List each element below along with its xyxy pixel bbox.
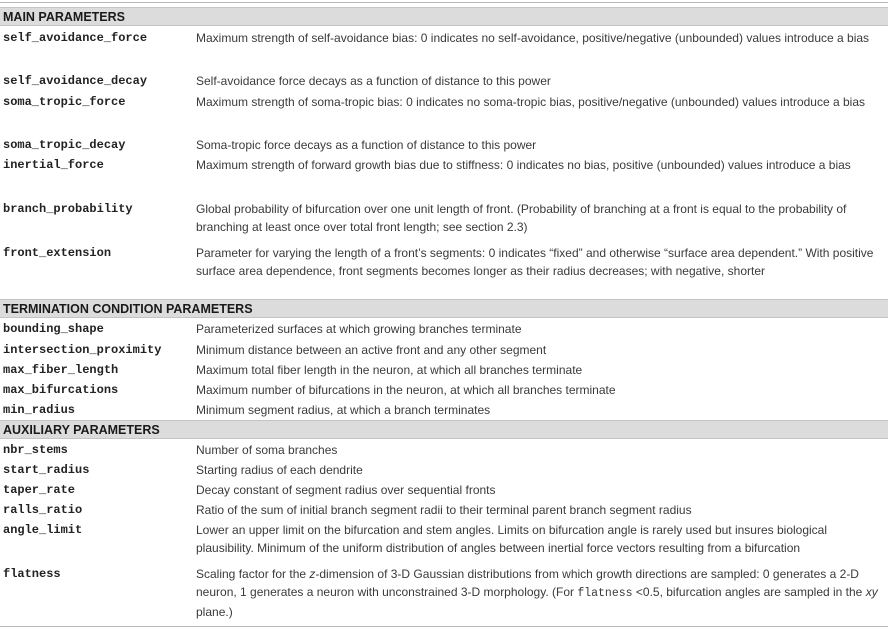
- param-name: nbr_stems: [3, 443, 68, 457]
- param-description: Number of soma branches: [196, 443, 338, 457]
- param-description: Maximum strength of self-avoidance bias: 0 indicates no self-avoidance, positive/negative (unbounded) values introduce a bias: [196, 31, 870, 45]
- desc-italic-z: z: [309, 567, 316, 581]
- table-top-rule: [0, 2, 888, 3]
- param-name: taper_rate: [3, 483, 76, 497]
- section-header-termination: TERMINATION CONDITION PARAMETERS: [0, 299, 888, 318]
- param-name: inertial_force: [3, 158, 104, 172]
- param-description: Maximum number of bifurcations in the neuron, at which all branches terminate: [196, 383, 616, 397]
- param-description: Lower an upper limit on the bifurcation and stem angles. Limits on bifurcation angle is rarely used but insures biological plausibility. Minimum of the uniform distribution of angles between inertial force vectors resulting from a bifurcation: [196, 523, 828, 555]
- param-name: min_radius: [3, 403, 76, 417]
- param-name: soma_tropic_decay: [3, 138, 126, 152]
- param-name: soma_tropic_force: [3, 95, 126, 109]
- param-description: Parameter for varying the length of a front’s segments: 0 indicates “fixed” and otherwise “surface area dependent.” With positive surface area dependence, front segments becomes longer as their radius decreases; with negative, shorter: [196, 246, 874, 278]
- param-name: branch_probability: [3, 202, 133, 216]
- desc-text: <0.5, bifurcation angles are sampled in the: [632, 585, 866, 599]
- param-name: max_bifurcations: [3, 383, 119, 397]
- param-description: Parameterized surfaces at which growing branches terminate: [196, 322, 522, 336]
- param-name: flatness: [3, 567, 61, 581]
- param-name: bounding_shape: [3, 322, 104, 336]
- desc-code-flatness: flatness: [577, 587, 633, 600]
- param-description: Maximum strength of soma-tropic bias: 0 indicates no soma-tropic bias, positive/negative (unbounded) values introduce a bias: [196, 95, 866, 109]
- section-header-auxiliary: AUXILIARY PARAMETERS: [0, 420, 888, 439]
- param-description: Global probability of bifurcation over one unit length of front. (Probability of branching at a front is equal to the probability of branching at least once over total front length; see section 2.3): [196, 202, 847, 234]
- section-header-main: MAIN PARAMETERS: [0, 7, 888, 26]
- param-name: start_radius: [3, 463, 90, 477]
- desc-text: Scaling factor for the: [196, 567, 310, 581]
- param-description: Maximum strength of forward growth bias due to stiffness: 0 indicates no bias, positive (unbounded) values introduce a bias: [196, 158, 851, 172]
- param-name: ralls_ratio: [3, 503, 83, 517]
- desc-text: -dimension of 3-D Gaussian distributions from which growth directions are sampled: 0 generates a 2-D neuron, 1 generates a neuron with unconstrained 3-D morphology. (For: [196, 567, 859, 599]
- param-description: Ratio of the sum of initial branch segment radii to their terminal parent branch segment radius: [196, 503, 692, 517]
- param-description: Minimum distance between an active front and any other segment: [196, 343, 547, 357]
- param-name: self_avoidance_force: [3, 31, 148, 45]
- desc-text: plane.): [196, 605, 233, 619]
- param-name: front_extension: [3, 246, 112, 260]
- param-description: Starting radius of each dendrite: [196, 463, 363, 477]
- param-description: Minimum segment radius, at which a branch terminates: [196, 403, 491, 417]
- param-description: Maximum total fiber length in the neuron, at which all branches terminate: [196, 363, 583, 377]
- param-description: Soma-tropic force decays as a function of distance to this power: [196, 138, 537, 152]
- param-name: angle_limit: [3, 523, 83, 537]
- param-name: max_fiber_length: [3, 363, 119, 377]
- param-description: Decay constant of segment radius over sequential fronts: [196, 483, 496, 497]
- table-bottom-rule: [0, 626, 888, 627]
- param-name: self_avoidance_decay: [3, 74, 148, 88]
- param-description: Self-avoidance force decays as a function of distance to this power: [196, 74, 551, 88]
- param-name: intersection_proximity: [3, 343, 162, 357]
- param-description: [196, 565, 886, 621]
- desc-italic-xy: xy: [865, 585, 878, 599]
